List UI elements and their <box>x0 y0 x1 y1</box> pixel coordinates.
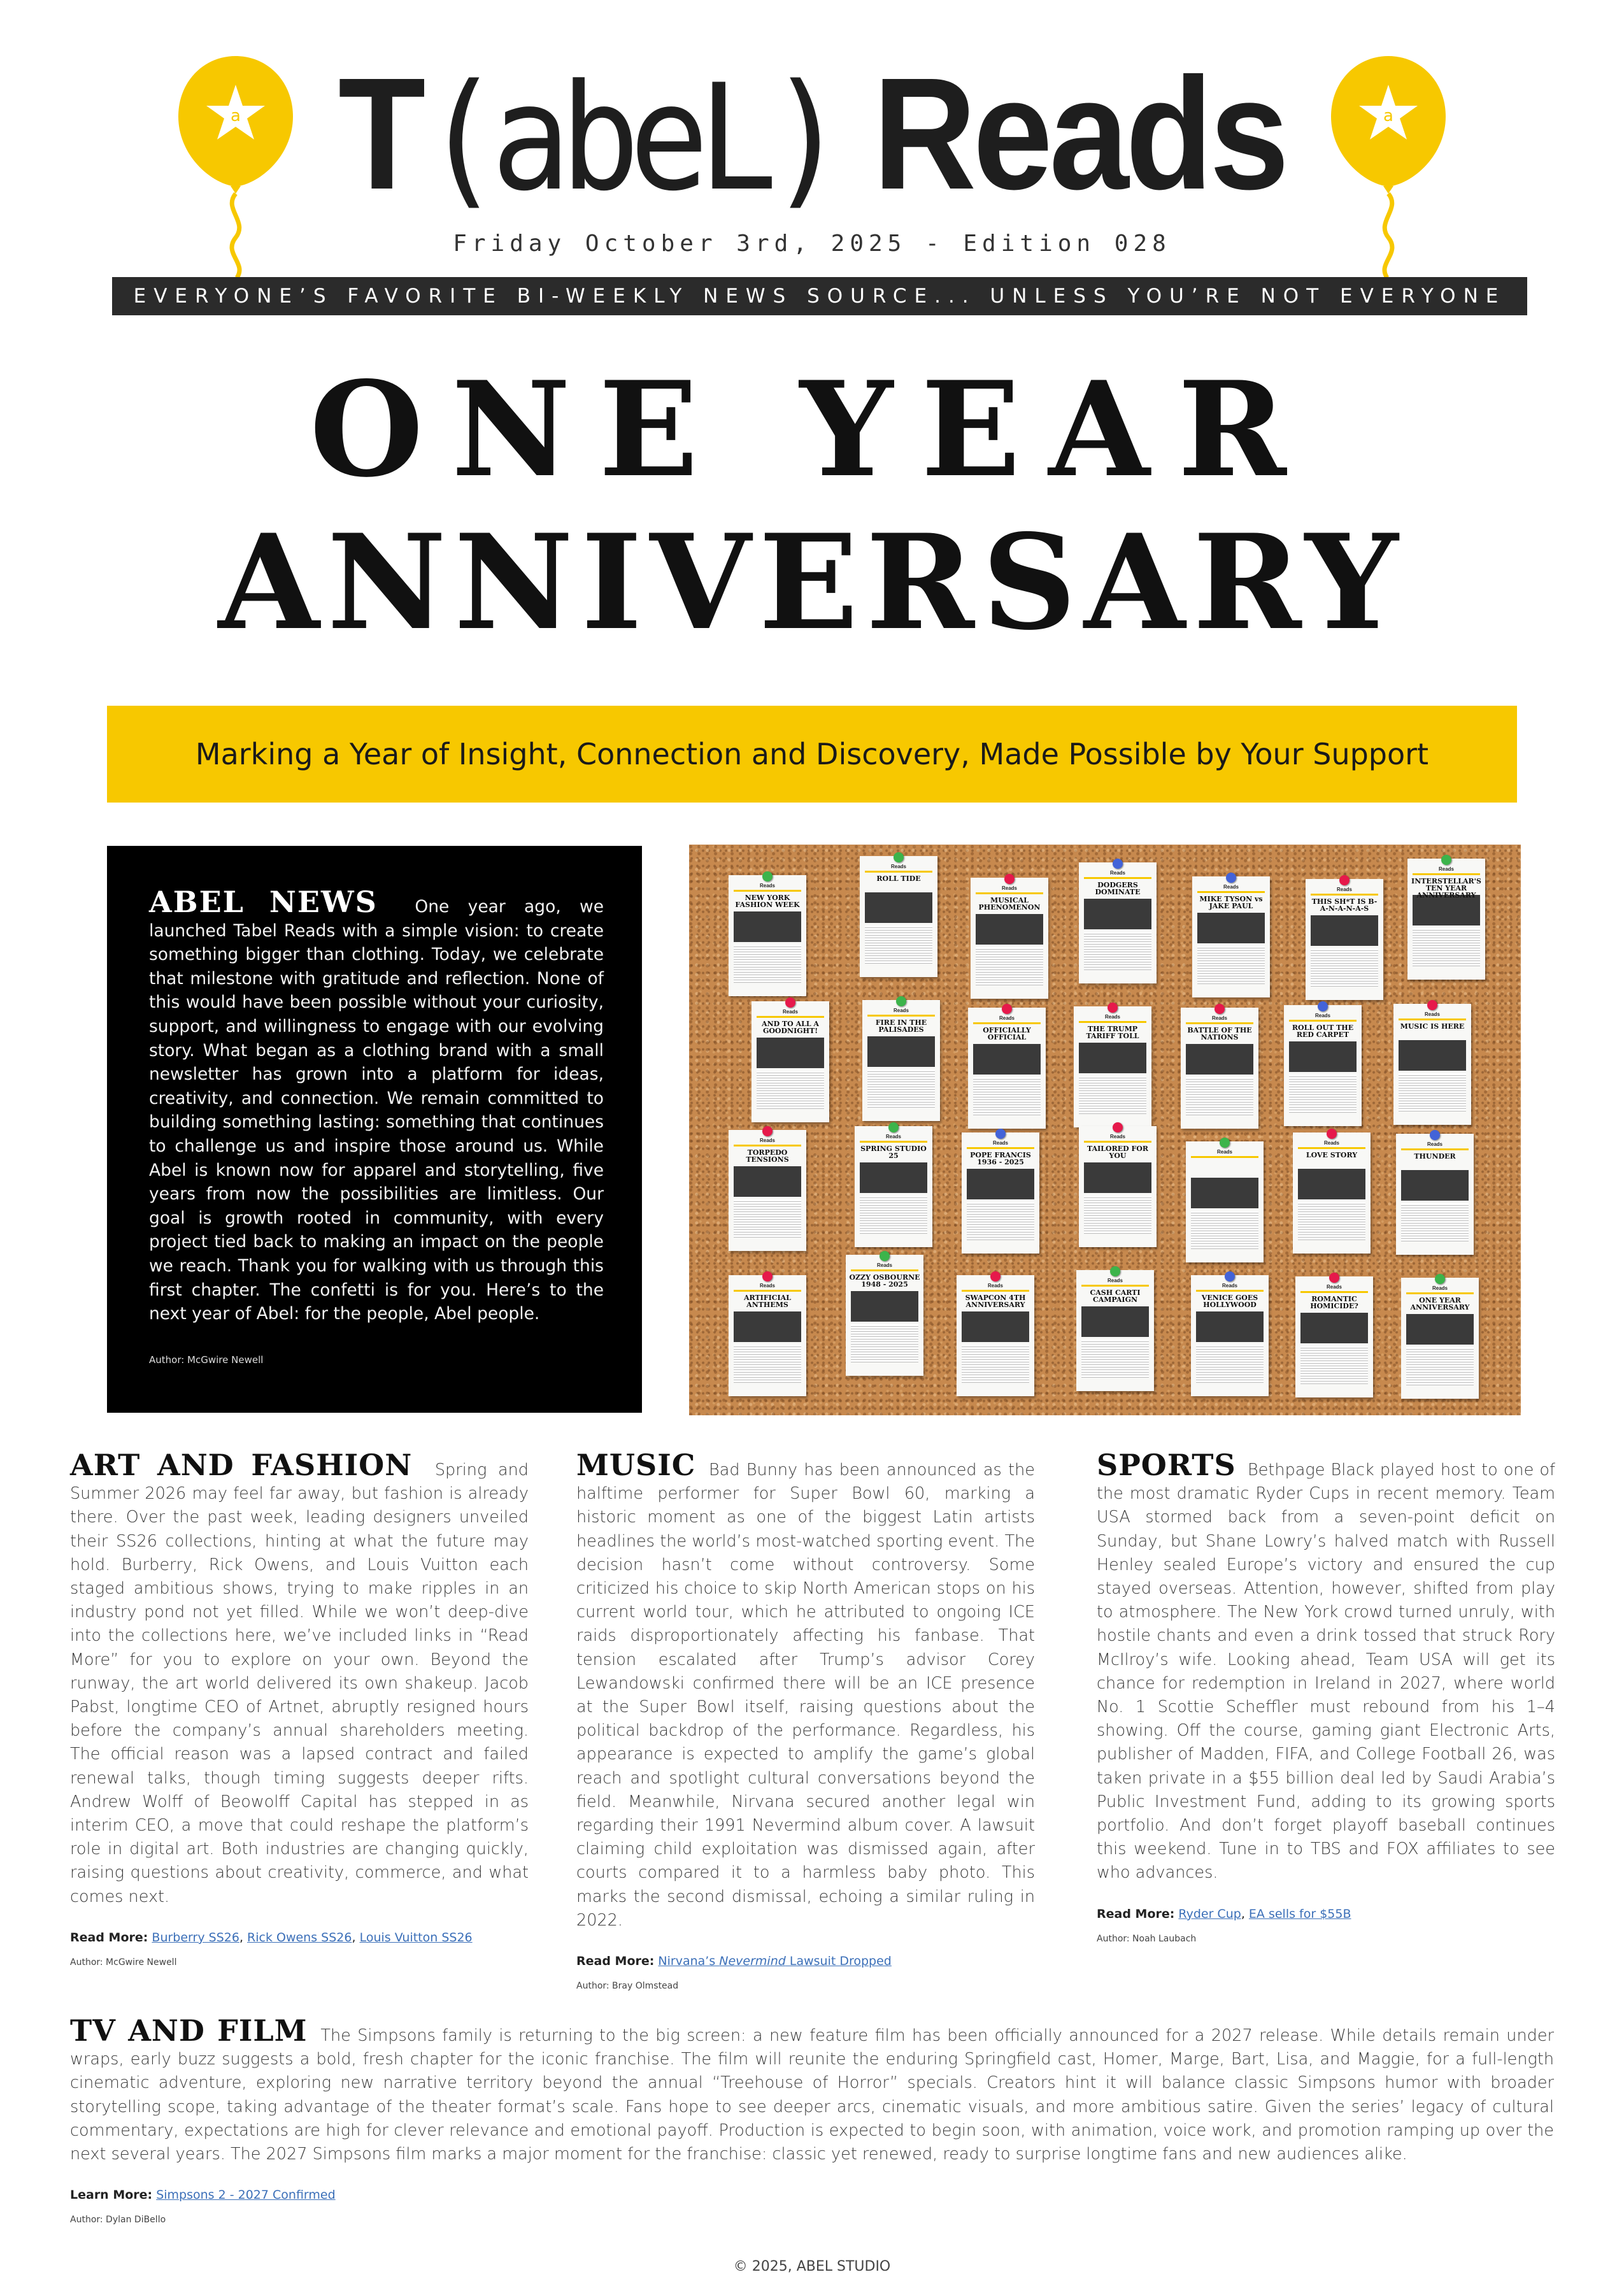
thumbnail-masthead: Reads <box>987 1283 1003 1289</box>
newspaper-thumbnail <box>1079 1126 1157 1247</box>
thumbnail-photo <box>1413 895 1480 925</box>
read-more-label: Read More: <box>70 1930 148 1945</box>
thumbnail-photo <box>1401 1170 1469 1201</box>
pushpin-icon <box>888 1122 899 1132</box>
music-kicker: MUSIC <box>576 1448 696 1482</box>
svg-text:a: a <box>231 106 241 125</box>
thumbnail-masthead: Reads <box>876 1262 892 1268</box>
thumbnail-headline: THE TRUMP TARIFF TOLL <box>1086 1025 1139 1040</box>
thumbnail-photo <box>1196 1311 1264 1342</box>
art-fashion-read-more: Read More: Burberry SS26, Rick Owens SS26, Louis Vuitton SS26 <box>70 1930 473 1945</box>
abel-news-body: One year ago, we launched Tabel Reads with a simple vision: to create something bigger than clothing. Today, we celebrate that milestone with gratitude and reflection. None of this would have been possible without your curiosity, support, and willingness to engage with our evolving story. What began as a clothing brand with a small newsletter has grown into a platform for ideas, creativity, and connection. We remain committed to building something lasting: something that continues to challenge us and inspire those around us. While Abel is known now for apparel and storytelling, five years from now the possibilities are limitless. Our goal is growth rooted in community, with every project tied back to making an impact on the people we reach. Thank you for walking with us through this first chapter. The confetti is for you. Here’s to the next year of Abel: for the people, Abel people. <box>149 897 604 1324</box>
thumbnail-photo <box>1191 1178 1258 1208</box>
thumbnail-headline: TORPEDO TENSIONS <box>746 1148 789 1164</box>
tagline-bar: EVERYONE’S FAVORITE BI-WEEKLY NEWS SOURCE... UNLESS YOU’RE NOT EVERYONE <box>112 277 1527 315</box>
tv-film-body: The Simpsons family is returning to the big screen: a new feature film has been officially announced for a 2027 release. While details remain under wraps, early buzz suggests a bold, fresh chapter for the iconic franchise. The film will reunite the enduring Springfield cast, Homer, Marge, Bart, Lisa, and Maggie, for a full-length cinematic adventure, exploring new narrative territory beyond the annual “Treehouse of Horror” specials. Creators hint it will balance classic Simpsons humor with broader storytelling scope, taking advantage of the theater format’s scale. Fans hope to see deeper arcs, cinematic visuals, and more ambitious satire. Given the series’ legacy of cultural commentary, expectations are high for clever relevance and emotional payoff. Production is expected to begin soon, with animation, voice work, and promotion ramping up over the next several years. The 2027 Simpsons film marks a major moment for the franchise: classic yet renewed, ready to surprise longtime fans and new audiences alike. <box>70 2026 1554 2164</box>
pushpin-icon <box>1441 855 1451 865</box>
thumbnail-masthead: Reads <box>1424 1011 1440 1017</box>
thumbnail-masthead: Reads <box>1336 887 1352 892</box>
link-louis-vuitton[interactable]: Louis Vuitton SS26 <box>359 1930 473 1945</box>
link-burberry[interactable]: Burberry SS26 <box>152 1930 239 1945</box>
pushpin-icon <box>1430 1130 1440 1140</box>
thumbnail-masthead: Reads <box>1223 884 1239 890</box>
newspaper-thumbnail <box>1295 1276 1373 1397</box>
pushpin-icon <box>995 1129 1006 1139</box>
newspaper-thumbnail <box>1401 1278 1479 1399</box>
thumbnail-photo <box>967 1169 1034 1199</box>
thumbnail-photo <box>1406 1314 1474 1345</box>
thumbnail-masthead: Reads <box>1323 1140 1339 1146</box>
sports-kicker: SPORTS <box>1097 1448 1236 1482</box>
pushpin-icon <box>1002 1004 1012 1014</box>
tv-film-learn-more <box>70 2188 1554 2202</box>
thumbnail-photo <box>867 1036 935 1067</box>
art-fashion-column <box>70 1448 529 1968</box>
thumbnail-headline: ROMANTIC HOMICIDE? <box>1310 1295 1358 1310</box>
newspaper-thumbnail <box>1181 1008 1258 1129</box>
music-read-more <box>576 1954 1035 1968</box>
thumbnail-headline <box>1188 1161 1261 1176</box>
thumbnail-photo <box>1298 1169 1365 1199</box>
tv-film-kicker: TV AND FILM <box>70 2013 308 2048</box>
thumbnail-headline: FIRE IN THE PALISADES <box>875 1018 927 1034</box>
pushpin-icon <box>880 1251 890 1261</box>
thumbnail-masthead: Reads <box>1211 1015 1227 1021</box>
pushpin-icon <box>1113 859 1123 869</box>
newspaper-thumbnail <box>1074 1006 1151 1127</box>
svg-text:a: a <box>1383 106 1393 125</box>
thumbnail-headline: INTERSTELLAR'S TEN YEAR ANNIVERSARY <box>1411 877 1481 899</box>
corkboard-photo <box>689 845 1521 1415</box>
thumbnail-headline: LOVE STORY <box>1306 1151 1358 1159</box>
pushpin-icon <box>762 1126 773 1136</box>
art-fashion-kicker: ART AND FASHION <box>70 1448 413 1482</box>
thumbnail-photo <box>865 892 932 923</box>
thumbnail-masthead: Reads <box>1432 1285 1448 1291</box>
thumbnail-photo <box>851 1291 918 1322</box>
thumbnail-headline: MUSIC IS HERE <box>1400 1022 1465 1031</box>
newspaper-thumbnail <box>729 1275 806 1396</box>
newspaper-thumbnail <box>962 1132 1039 1254</box>
thumbnail-photo <box>973 1044 1041 1075</box>
thumbnail-photo <box>1289 1041 1357 1072</box>
newspaper-thumbnail <box>968 1008 1046 1129</box>
newspaper-thumbnail <box>1191 1275 1269 1396</box>
thumbnail-headline: VENICE GOES HOLLYWOOD <box>1201 1294 1258 1309</box>
link-simpsons-2[interactable]: Simpsons 2 - 2027 Confirmed <box>156 2188 336 2203</box>
newspaper-thumbnail <box>729 875 806 996</box>
thumbnail-photo <box>1081 1306 1149 1337</box>
thumbnail-masthead: Reads <box>759 1138 775 1143</box>
abel-news-kicker: ABEL NEWS <box>149 885 378 919</box>
newspaper-thumbnail <box>855 1126 932 1247</box>
pushpin-icon <box>785 997 795 1008</box>
thumbnail-photo <box>734 911 801 942</box>
masthead-title: T(abeL) Reads <box>338 45 1286 224</box>
pushpin-icon <box>894 852 904 862</box>
newspaper-thumbnail <box>729 1130 806 1251</box>
link-ea-sale[interactable]: EA sells for $55B <box>1248 1906 1351 1921</box>
abel-news-author: Author: McGwire Newell <box>149 1354 264 1366</box>
pushpin-icon <box>1427 1000 1437 1010</box>
thumbnail-headline: POPE FRANCIS 1936 - 2025 <box>970 1151 1031 1166</box>
newspaper-thumbnail <box>957 1275 1034 1396</box>
link-nirvana-lawsuit[interactable]: Nirvana’s Nevermind Lawsuit Dropped <box>658 1954 892 1969</box>
thumbnail-photo <box>1084 1162 1151 1193</box>
thumbnail-photo <box>1186 1044 1253 1075</box>
dateline: Friday October 3rd, 2025 - Edition 028 <box>453 231 1171 257</box>
thumbnail-photo <box>734 1311 801 1342</box>
art-fashion-body: Spring and Summer 2026 may feel far away, but fashion is already there. Over the past week, leading designers unveiled their SS26 collections, hinting at what the future may hold. Burberry, Rick Owens, and Louis Vuitton each staged ambitious shows, trying to make ripples in an industry pond not yet filled. While we won’t deep-dive into the collections here, we’ve included links in “Read More” for you to explore on your own. Beyond the runway, the art world delivered its own shakeup. Jacob Pabst, longtime CEO of Artnet, abruptly resigned hours before the company’s annual shareholders meeting. The official reason was a lapsed contract and failed renewal talks, though timing suggests deeper rifts. Andrew Wolff of Beowolff Capital has stepped in as interim CEO, a move that could reshape the platform’s role in digital art. Both industries are changing quickly, raising questions about creativity, commerce, and what comes next. <box>70 1461 529 1906</box>
sports-author: Author: Noah Laubach <box>1097 1933 1197 1944</box>
pushpin-icon <box>762 871 773 882</box>
thumbnail-masthead: Reads <box>1107 1278 1123 1283</box>
thumbnail-headline: NEW YORK FASHION WEEK <box>735 894 800 909</box>
thumbnail-headline: AND TO ALL A GOODNIGHT! <box>762 1020 819 1035</box>
footer-copyright: © 2025, ABEL STUDIO <box>733 2259 891 2275</box>
thumbnail-masthead: Reads <box>782 1009 798 1015</box>
pushpin-icon <box>1220 1138 1230 1148</box>
link-ryder-cup[interactable]: Ryder Cup <box>1178 1906 1241 1921</box>
thumbnail-masthead: Reads <box>1427 1141 1442 1147</box>
pushpin-icon <box>762 1271 773 1282</box>
pushpin-icon <box>1214 1004 1225 1014</box>
headline-line-2: ANNIVERSARY <box>218 506 1406 659</box>
read-more-label: Read More: <box>1097 1906 1175 1921</box>
thumbnail-photo <box>1197 913 1265 943</box>
thumbnail-headline: CASH CARTI CAMPAIGN <box>1090 1289 1141 1304</box>
thumbnail-masthead: Reads <box>999 1015 1015 1021</box>
thumbnail-masthead: Reads <box>1104 1014 1120 1020</box>
newspaper-thumbnail <box>751 1001 829 1122</box>
pushpin-icon <box>990 1271 1001 1282</box>
thumbnail-headline: ROLL TIDE <box>876 875 921 883</box>
thumbnail-masthead: Reads <box>890 864 906 869</box>
read-more-label: Read More: <box>576 1954 655 1969</box>
newspaper-thumbnail <box>1306 879 1383 1000</box>
thumbnail-headline: OFFICIALLY OFFICIAL <box>983 1026 1031 1041</box>
newspaper-thumbnail <box>1186 1141 1264 1262</box>
pushpin-icon <box>1113 1122 1123 1132</box>
pushpin-icon <box>1339 875 1350 885</box>
thumbnail-masthead: Reads <box>1438 866 1454 872</box>
newspaper-thumbnail <box>1396 1134 1474 1255</box>
thumbnail-masthead: Reads <box>1222 1283 1237 1289</box>
headline-line-1: ONE YEAR <box>310 354 1314 506</box>
thumbnail-masthead: Reads <box>759 1283 775 1289</box>
pushpin-icon <box>1318 1001 1328 1011</box>
sports-read-more: Read More: Ryder Cup, EA sells for $55B <box>1097 1906 1351 1921</box>
thumbnail-photo <box>757 1038 824 1068</box>
thumbnail-photo <box>1399 1040 1466 1071</box>
thumbnail-headline: ARTIFICIAL ANTHEMS <box>744 1294 791 1309</box>
thumbnail-headline: MIKE TYSON vs JAKE PAUL <box>1199 895 1263 910</box>
subheadline-banner: Marking a Year of Insight, Connection and Discovery, Made Possible by Your Support <box>107 706 1517 803</box>
thumbnail-photo <box>976 914 1043 945</box>
newspaper-thumbnail <box>860 856 937 977</box>
thumbnail-headline: OZZY OSBOURNE 1948 - 2025 <box>849 1273 920 1289</box>
thumbnail-headline: SPRING STUDIO 25 <box>860 1145 927 1160</box>
abel-news-article <box>149 885 604 1326</box>
pushpin-icon <box>1327 1129 1337 1139</box>
thumbnail-photo <box>1300 1313 1368 1343</box>
sports-column <box>1097 1448 1555 1944</box>
newspaper-thumbnail <box>1076 1270 1154 1391</box>
thumbnail-masthead: Reads <box>759 883 775 889</box>
thumbnail-headline: THIS SH*T IS B-A-N-A-N-A-S <box>1311 897 1378 913</box>
thumbnail-headline: DODGERS DOMINATE <box>1095 881 1141 896</box>
thumbnail-headline: ROLL OUT THE RED CARPET <box>1292 1024 1354 1039</box>
pushpin-icon <box>1110 1266 1120 1276</box>
thumbnail-photo <box>734 1166 801 1197</box>
art-fashion-author: Author: McGwire Newell <box>70 1957 177 1968</box>
pushpin-icon <box>1225 1271 1235 1282</box>
thumbnail-masthead: Reads <box>1001 885 1017 891</box>
thumbnail-masthead: Reads <box>992 1140 1008 1146</box>
thumbnail-headline: ONE YEAR ANNIVERSARY <box>1410 1296 1470 1311</box>
thumbnail-masthead: Reads <box>1326 1284 1342 1290</box>
pushpin-icon <box>1329 1273 1339 1283</box>
thumbnail-photo <box>962 1311 1029 1342</box>
newspaper-thumbnail <box>1393 1004 1471 1125</box>
thumbnail-masthead: Reads <box>1109 1134 1125 1139</box>
tv-film-author: Author: Dylan DiBello <box>70 2215 166 2225</box>
music-author: Author: Bray Olmstead <box>576 1981 679 1992</box>
thumbnail-headline: THUNDER <box>1414 1152 1456 1161</box>
thumbnail-headline: SWAPCON 4TH ANNIVERSARY <box>965 1294 1026 1309</box>
newspaper-thumbnail <box>1079 862 1157 983</box>
thumbnail-masthead: Reads <box>1109 870 1125 876</box>
newspaper-thumbnail <box>862 1000 940 1121</box>
newspaper-thumbnail <box>846 1255 923 1376</box>
pushpin-icon <box>1435 1274 1445 1284</box>
link-rick-owens[interactable]: Rick Owens SS26 <box>247 1930 352 1945</box>
music-column <box>576 1448 1035 1992</box>
thumbnail-masthead: Reads <box>1216 1149 1232 1155</box>
thumbnail-masthead: Reads <box>1314 1013 1330 1018</box>
pushpin-icon <box>1004 874 1015 884</box>
newspaper-thumbnail <box>1284 1005 1362 1126</box>
thumbnail-headline: BATTLE OF THE NATIONS <box>1187 1026 1252 1041</box>
pushpin-icon <box>1108 1003 1118 1013</box>
music-body: Bad Bunny has been announced as the halftime performer for Super Bowl 60, marking a historic moment as one of the biggest Latin artists headlines the world’s most-watched sporting event. The decision hasn’t come without controversy. Some criticized his choice to skip North American stops on his current world tour, which he attributed to ongoing ICE raids disproportionately affecting his fanbase. That tension escalated after Trump’s advisor Corey Lewandowski confirmed there will be an ICE presence at the Super Bowl itself, raising questions about the political backdrop of the performance. Regardless, his appearance is expected to amplify the game’s global reach and spotlight cultural conversations beyond the field. Meanwhile, Nirvana secured another legal win regarding their 1991 Nevermind album cover. A lawsuit claiming child exploitation was dismissed again, after courts compared it to a harmless baby photo. This marks the second dismissal, echoing a similar ruling in 2022. <box>576 1461 1035 1930</box>
abel-news-box <box>107 846 642 1413</box>
learn-more-label: Learn More: <box>70 2188 153 2203</box>
newspaper-thumbnail <box>1407 859 1485 980</box>
sports-body: Bethpage Black played host to one of the most dramatic Ryder Cups in recent memory. Team USA stormed back from a seven-point deficit on Sunday, but Shane Lowry’s halved match with Russell Henley sealed Europe’s victory and ensured the cup stayed overseas. Attention, however, shifted from play to atmosphere. The New York crowd turned unruly, with hostile chants and even a drink tossed that struck Rory McIlroy’s wife. Looking ahead, Team USA will get its chance for redemption in Ireland in 2027, where world No. 1 Scottie Scheffler must rebound from his 1–4 showing. Off the course, gaming giant Electronic Arts, publisher of Madden, FIFA, and College Football 26, was taken private in a $55 billion deal led by Saudi Arabia’s Public Investment Fund, adding to its growing sports portfolio. And don’t forget playoff baseball continues this weekend. Tune in to TBS and FOX affiliates to see who advances. <box>1097 1461 1555 1883</box>
pushpin-icon <box>1226 873 1236 883</box>
thumbnail-masthead: Reads <box>893 1008 909 1013</box>
thumbnail-photo <box>1084 899 1151 929</box>
thumbnail-photo <box>860 1162 927 1193</box>
thumbnail-headline: MUSICAL PHENOMENON <box>978 896 1041 911</box>
thumbnail-photo <box>1079 1043 1146 1073</box>
newspaper-thumbnail <box>1192 876 1270 997</box>
thumbnail-masthead: Reads <box>885 1134 901 1139</box>
tv-film-section <box>70 2013 1554 2225</box>
newspaper-thumbnail <box>1293 1132 1371 1254</box>
thumbnail-photo <box>1311 915 1378 946</box>
thumbnail-headline: TAILORED FOR YOU <box>1086 1145 1148 1160</box>
newspaper-thumbnail <box>971 878 1048 999</box>
pushpin-icon <box>896 996 906 1006</box>
